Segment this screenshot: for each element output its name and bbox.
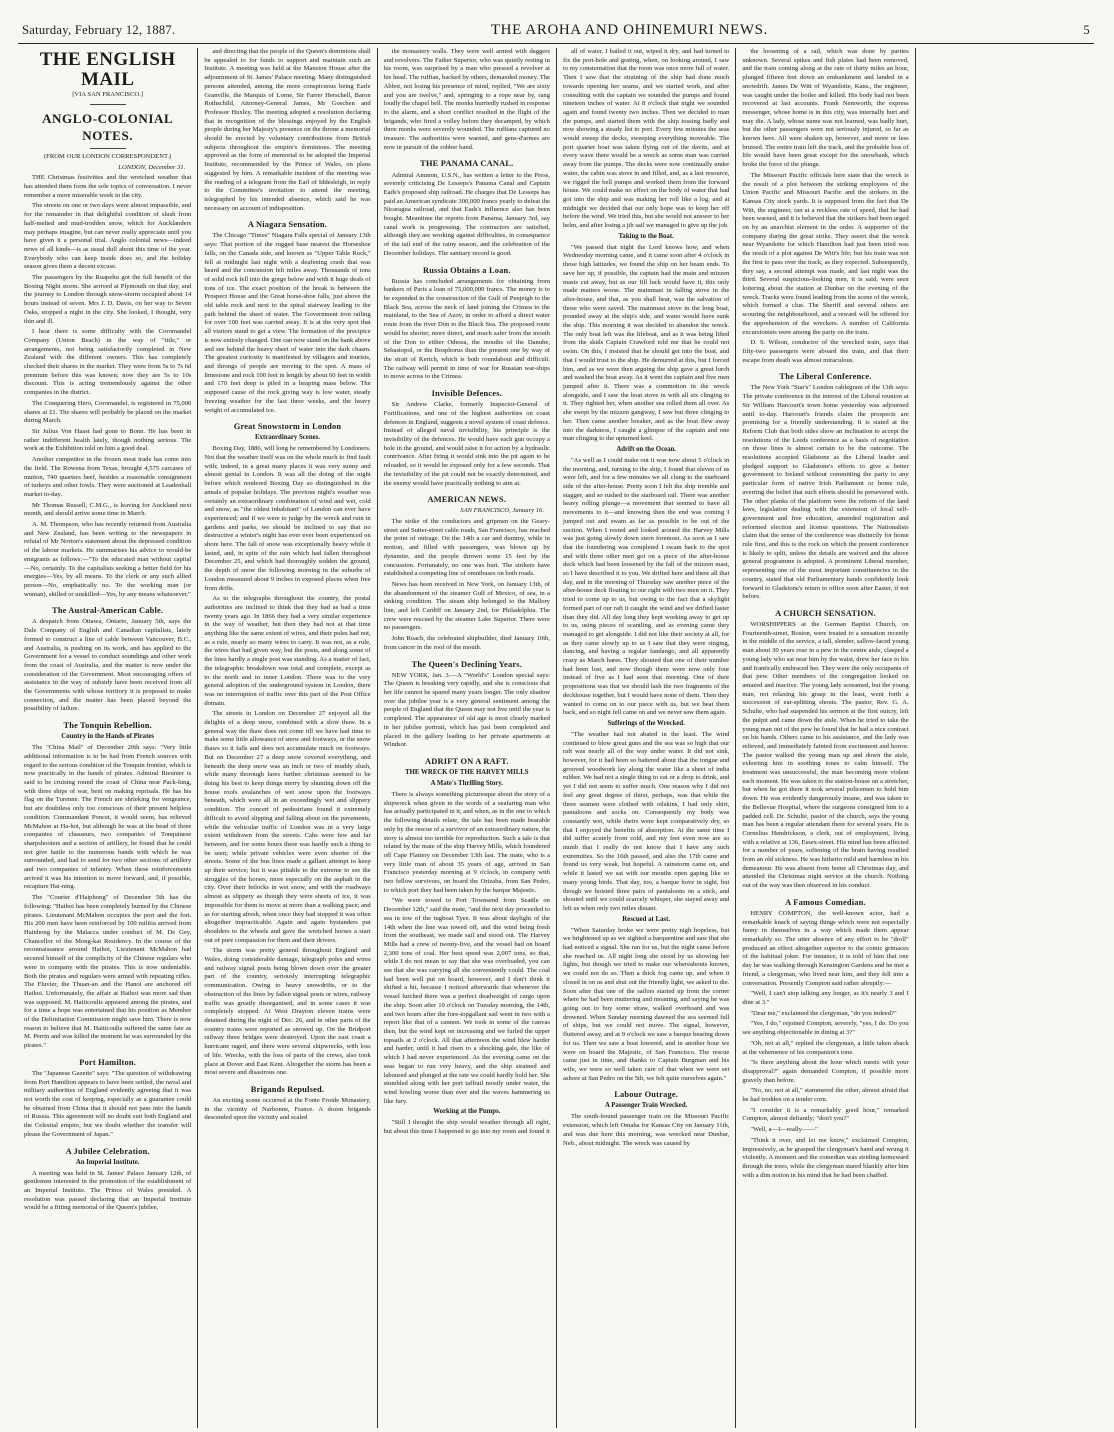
article-paragraph: News has been received in New York, on January 13th, of the abandonment of the steamer Gulf of Mexico, of sea, in a sinking condition. The steam ship belonged to the Mallory line, and left Cardiff on January 2nd, for Philadelphia. The crew were rescued by the steamer Lake Superior. There were no passengers. <box>383 580 550 632</box>
article-paragraph: The "Japanese Gazette" says: "The question of withdrawing from Port Hamilton appears to have been settled, the naval and military authorities of England evidently agreeing that it was not worth the cost of keeping, especially as a guarantee could be obtained from China that it should not pass into the hands of Russia. This agreement will no doubt suit both England and the Celestial empire, but we doubt whether the transfer will please the Government of Japan." <box>24 1069 192 1138</box>
issue-date: Saturday, February 12, 1887. <box>22 23 176 37</box>
article-paragraph: Mr Thomas Russell, C.M.G., is leaving for Auckland next month, and should arrive some time in March. <box>24 501 192 518</box>
article-headline: AMERICAN NEWS. <box>427 495 507 505</box>
section-headline: ANGLO-COLONIAL NOTES. <box>42 110 174 143</box>
masthead-headline: THE ENGLISH MAIL <box>39 49 176 90</box>
column-1 <box>18 48 197 1428</box>
article-subheadline: A Passenger Train Wrecked. <box>604 1102 688 1110</box>
article-paragraph: The strike of the conductors and gripmen on the Geary-street and Sutter-street cable roads, San Francisco, has reached the point of outrage. On the 14th a car and dummy, while in motion, and filled with passengers, was blown up by dynamite, and the people thrown some 15 feet by the concussion. Fortunately, no one was hurt. The strikers have established a competing line of omnibuses on both roads. <box>383 518 550 578</box>
article-paragraph: The storm was pretty general throughout England and Wales, doing considerable damage, telegraph poles and wires and railway signal posts being blown down over the greater part of the country, seriously interrupting telegraphic communication. Owing to heavy snowdrifts, or to the obstruction of the lines by fallen signal posts or wires, railway traffic was greatly disorganised, and in some cases it was completely stopped. At West Drayton eleven trains were detained during the night of Dec. 26, and in other parts of the country trains were reported as snowed up. On the Bridport railway three bridges were destroyed. Upon the east coast a hurricane raged, and there were several shipwrecks, with loss of life. Wrecks, with the loss of parts of the crews, also took place at Dover and East Kent. Altogether the storm has been a most severe and disastrous one. <box>204 947 371 1077</box>
article-subheadline: Taking to the Boat. <box>618 232 674 240</box>
article-paragraph: An exciting scene occurred at the Fonte Froide Monastery, in the vicinity of Narbonne, France. A dozen brigands descended upon the vicinity and scaled <box>204 1097 371 1122</box>
article-headline: ADRIFT ON A RAFT. <box>425 756 509 766</box>
article-paragraph: WORSHIPPERS at the German Baptist Church, on Fourteenth-street, Boston, were treated to a sensation recently in the middle of the service, a tall, slender, sallow-faced young man about 30 years rose in a pew in the centre aisle, clasped a young lady who sat near him by the waist, drew her face to his and frantically embraced her. They were the only occupants of that pew. Other members of the congregation looked on amazed and inactive. The young lady screamed, but the young man, not relaxing his grasp in the least, went forth a succession of ear-splitting shouts. The pastor, Rev. G. A. Schulte, who had suspended his sermon at the first outcry, left the pulpit and came down the aisle. When he tried to take the young man out of the pew he found that he had a nice contract on his hands. Others came to his assistance, and the lady was relieved, and immediately fainted from excitement and horror. The pastor walked the young man up and down the aisle, exhorting him in soothing tones to calm himself. The treatment was unsuccessful, the man becoming more violent each moment. He was taken to the station-house on a stretcher, but when he got there it took several policemen to hold him down. He was evidently dangerously insane, and was taken to the Bellevue Hospital, where the surgeons consigned him to a padded cell. Dr. Schulte, pastor of the church, says the young man has been a regular attendant there for several years. He is Cornelius Hendrickson, a clerk, out of employment, living with a relative at 136, Essex-street. His mind has been affected for a number of years, softening of the brain having resulted from an old sickness. He was hitherto mild and harmless in his demeanour. He was absent from home all Christmas day, and attended the Christmas night service at the church. Nothing out of the way was then observed in his conduct. <box>742 621 909 890</box>
article-subheadline: A Mate's Thrilling Story. <box>430 780 504 788</box>
article-paragraph: "Yes, I do," rejoined Compton, severely, "yes, I do. Do you see anything objectionable in dining at 3?" <box>742 1020 909 1037</box>
article-headline: The Queen's Declining Years. <box>411 659 523 669</box>
article-paragraph: "We passed that night the Lord knows how, and when Wednesday morning came, and it came soon after 4 o'clock in those high latitudes, we found the ship on her beam ends. To save her up, if possible, the captain had the main and mizzen masts cut away, but as our fill luck would have it, this only made matters worse. The mainmast in falling stove in the after-house, and that, as you shall hear, was the salvation of those who were saved. The mainmast stove in the long boat, pounded away at the ship's side, and water would have sunk the ship. This morning it was decided to abandon the wreck. The only boat left was the lifeboat, and as it was being lifted from the skids Captain Crawford told me that he could not swim. On this, I insisted that he should get into the boat, and that I would trust to the ship. He demurred at this, but I forced him, and as we were then arguing the ship gave a great lurch and washed the boat away. As it went the captain and five men jumped after it. There was a commotion in the wreck alongside, and I saw the boat stove in with all six clinging to it. They righted her, when another sea rolled them all over. As she swept by the mizzen gangway, I saw but three clinging to her. Then came another breaker, and as the boat flew away into the darkness, I caught a glimpse of the captain and one man clinging to the upturned keel. <box>562 243 730 443</box>
article-paragraph: "Is there anything about the hour which meets with your disapproval?" again demanded Compton, if possible more gravely than before. <box>742 1059 909 1084</box>
article-subheadline: Extraordinary Scenes. <box>255 434 320 442</box>
section-rule <box>90 148 126 149</box>
byline: (FROM OUR LONDON CORRESPONDENT.) <box>43 152 172 160</box>
dateline: SAN FRANCISCO, January 16. <box>460 507 544 515</box>
article-subheadline: An Imperial Institute. <box>75 1158 140 1166</box>
article-paragraph: "No, no; not at all," stammered the other, almost afraid that he had trodden on a tender corn. <box>742 1087 909 1104</box>
article-paragraph: As to the telegraphs throughout the country, the postal authorities are inclined to think that they had as bad a time twenty years ago. In 1866 they had a very similar experience in the way of weather, but then they had not at that time anything like the same extent of wires, and their poles had not, as a rule, nearly so many wires to carry. It was not, as a rule, the wires that had given way, but the posts, and along some of the lines hardly a single post was standing. As a matter of fact, the telegraphic breakdown was total and complete, except as to the north and in inner London. There was to the very general adoption of the underground system in London, there was no interruption of traffic over this part of the Post Office domain. <box>204 595 371 707</box>
article-headline: The Tonquin Rebellion. <box>63 721 152 731</box>
article-headline: Labour Outrage. <box>614 1090 679 1100</box>
article-paragraph: The streets on one or two days were almost impassible, and for the remainder in that delightful condition of slush from half-melted and mud-trodden snow, which for Aucklanders may perhaps imagine, but can never really appreciate until you have given it a personal trial. Anglo colonial news—indeed news of all kinds—is as usual dull about this time of the year. Everybody who can keep inside does so, and the holiday season gives them a decent excuse. <box>24 202 192 271</box>
article-paragraph: "Oh, not at all," replied the clergyman, a little taken aback at the vehemence of his companion's tone. <box>742 1039 909 1056</box>
article-paragraph: "Think it over, and let me know," exclaimed Compton, impressively, as he grasped the clergyman's hand and wrung it violently. A moment and the comedian was striding homeward through the trees, while the clergyman stared blankly after him with a dim notion in his mind that he had been chaffed. <box>742 1136 909 1179</box>
article-paragraph: The passengers by the Ruapehu got the full benefit of the Boxing Night storm. She arrived at Plymouth on that day, and the journey to London through snow-storm occupied about 14 hours instead of seven. Mrs J. D. Davis, on her way to Seven Oaks, stopped a night in the city. She looked, I thought, very thin and ill. <box>24 274 192 325</box>
article-paragraph: John Roach, the celebrated shipbuilder, died January 10th, from cancer in the roof of the mouth. <box>383 635 550 651</box>
article-paragraph: Sir Andrew Clarke, formerly Inspector-General of Fortifications, and one of the highest authorities on coast defences in England, suggests a novel system of coast defence. Instead of alleged naval invisibility, his principle is the invisibility of the defences. He would have each gun occupy a hole in the ground, and would raise it for action by a hydraulic contrivance. After firing it would sink into the pit again to be reloaded, so it would be exposed only for a few seconds. That the invisibility of the pit could not be exactly determined, and the enemy would have practically nothing to aim at. <box>383 401 550 487</box>
page-number: 5 <box>1083 23 1090 37</box>
article-paragraph: The Conquering Hero, Coromandel, is registered in 75,000 shares at £1. The shares will probably be placed on the market during March. <box>24 399 192 425</box>
column-2 <box>197 48 376 1428</box>
article-headline: A CHURCH SENSATION. <box>775 608 876 618</box>
article-paragraph: There is always something picturesque about the story of a shipwreck when given in the words of a seafaring man who has actually participated in it, and when, as in the one to which the following details relate, the tale has been made bearable only by the rescue of a survivor of an extraordinary nature, the story is almost too terrible for reproduction. Such a tale is that related by the mate of the ship Harvey Mills, which foundered off Cape Flattery on December 13th last. The mate, who is a very little man of about 35 years of age, arrived in San Francisco yesterday morning at 9 o'clock, in company with two fellow survivors, on board the Orizaba, from San Pedro, to which port they had been taken by the barque Majestic. <box>383 791 550 894</box>
article-headline: A Jubilee Celebration. <box>65 1146 150 1156</box>
article-subheadline: Adrift on the Ocean. <box>616 445 676 453</box>
article-paragraph: Russia has concluded arrangements for obtaining from bankers of Paris a loan of 75,000,000 francs. The money is to be expended in the construction of the Gulf of Penjeigh to the Black Sea, across the neck of land joining the Crimea to the mainland, to the Sea of Azov, in order to afford a direct water route from the river Don to the Black Sea. The proposed route would be shorter, more direct, and much safer from the mouth of the Don to either Odessa, the mouths of the Danube, Sebastopol, or the Bosphorus than the present one by way of the strait of Kertch, which is both roundabout and difficult. The railway will permit in time of war for Russian war-ships to move across to the Crimea. <box>383 277 550 381</box>
article-paragraph: Boxing Day, 1886, will long be remembered by Londoners. Not that the weather itself was on the whole much to find fault with; indeed, in a great many places it was very sunny and almost genial in London. It was all the doing of the night before which rendered Boxing Day so distinguished in the annals of popular holidays. The previous night's weather was certainly an extraordinary combination of wind and wet, cold and snow, as "the oldest inhabitant" of London can ever have experienced; and if we were to judge by the wreck and ruin in gardens and parks, we should be inclined to say that no destructive a winter's night has ever ever been experienced on shore here. The fall of snow was exceptionally heavy while it lasted, and, in spite of the rain which had fallen throughout December 25, and which had thoroughly sodden the ground, the depth of snow the following morning in the suburbs of London measured about 9 inches in exposed places when free from drifts. <box>204 445 371 592</box>
article-headline: The Liberal Conference. <box>779 372 872 382</box>
article-paragraph: the monastery walls. They were well armed with daggers and revolvers. The Father Superior, who was quietly resting in his room, was surprised by a man who pressed a revolver at his head. The ruffian, backed by others, demanded money. The Abbot, not losing his presence of mind, replied, "We are sixty and you are twelve," and, springing to a rope near by, rang loudly the chapel bell. The monks hurriedly rushed in response to the alarm, and a short conflict resulted in the flight of the brigands, who fired a volley before they decamped, by which three monks were severely wounded. The ruffians captured no treasure. The authorities were warned, and gens-d'armes are now in pursuit of the robber band. <box>383 48 550 151</box>
article-subheadline: Rescued at Last. <box>622 915 671 923</box>
article-paragraph: "Dear me," exclaimed the clergyman, "do you indeed?" <box>750 1009 897 1017</box>
article-paragraph: Admiral Ammon, U.S.N., has written a letter to the Press, severely criticising De Lesseps's Panama Canal and Captain Eads's proposed ship railroad. He charges that De Lesseps has paid an American syndicate 300,000 francs yearly to defeat the Nicaragua railroad, and that Eads's influence also has been bought. Meantime the reports from Panama, January 3rd, say canal work is progressing. The contractors are satisfied, although they are working against difficulties, in consequence of the tail end of the rainy season, and the celebration of the December holidays. The sanitary record is good. <box>383 171 550 257</box>
article-paragraph: "The weather had not abated in the least. The wind continued to blow great guns and the sea was so high that our raft was nearly all of the way under water. It did not sink, however, for it had been so battered about that the tongue and grooved woodwork lay along the water like a sheet of india rubber. We had not a single thing to eat or a drop to drink, and yet I did not seem to suffer much. One reason why I did not feel any great degree of thirst, perhaps, was that while the three seamen were clothed with oilskins, I had only shirt, pantaloons and socks on. Consequently my body was constantly wet, while theirs were kept comparatively dry, so that I enjoyed the benefits of absorption. At the same time I did suffer acutely from cold, and my feet even now are so numb that I really do not know that I have any such extremities. So the 16th passed, and also the 17th came and found us very weak, but hopeful. A rainstorm came on, and while it lasted we sat with our mouths open gaping like so many young birds. That day, too, a barque hove in sight, but though we hoisted three pairs of pantaloons on a stick, and shouted until we could scarcely whisper, she stayed away and left us when only two miles distant. <box>562 730 730 912</box>
article-paragraph: NEW YORK, Jan. 3.—A "World's" London special says: The Queen is breaking very rapidly, and she is conscious that her life cannot be spared many years longer. The only shadow over the jubilee year is a very general sentiment among the people of England that the Queen may not live until the year is completed. The appearance of old age is most clearly marked in her jubilee portrait, which has just been completed and placed in the gallery leading to her private apartments at Windsor. <box>383 671 550 749</box>
column-3 <box>377 48 556 1428</box>
article-paragraph: Another competitor in the frozen meat trade has come into the field. The Rowena from Texas, brought 4,575 carcases of mutton, 740 quarters beef, besides a reasonable consignment of turkeys and other fowls. They were auctioned at Leadenhall market to-day. <box>24 456 192 498</box>
article-paragraph: "As well as I could make out it was now about 5 o'clock in the morning, and, turning to the ship, I found that eleven of us were left, and for a few minutes we all clung to the starboard side of the after-house. Pretty soon I felt the ship tremble and stagger, and so rushed to the starboard rail. There was another heavy rolling plunge—a movement that seemed to have all movements to it—and knowing then the end was coming I jumped out and swam as far as possible to be out of the suction. When I rested and looked around the Harvey Mills was just going slowly down stern foremost. As soon as I saw that the foundering was completed I swam back to the spot and with three other men got on a piece of the after-house deck which had been loosened by the fall of the mizzen mast, so I have described it to you. We drifted here and there all that day, and in the morning of Thursday saw another piece of the after-house deck floating to our right with two men on it. They tried to come up to us, but owing to the fact that a skylight formed part of our raft it caught the wind and we drifted faster than they did. All day long they kept working away to get up to us, using pieces of scantling, and as evening came they managed to get alongside. I did not like their society at all, for as they came slowly up to us I saw that they were singing, dancing, and having a regular fandango, and all apparently crazy as March hares. They shouted that one of their number had been lost, and now though there were now only four instead of five as I had seen that morning. One of their propositions was that we should lash the two fragments of the deckhouse together, but I would have none of them. Then they wanted to come on to our piece with us, but we beat them back, and so night fell came on and we never saw them again. <box>562 456 730 717</box>
article-paragraph: "Well, a—I—really——" <box>750 1126 818 1134</box>
article-subheadline: THE WRECK OF THE HARVEY MILLS <box>405 769 529 777</box>
article-headline: Invisible Defences. <box>431 389 502 399</box>
article-paragraph: HENRY COMPTON, the well-known actor, had a remarkable knack of saying things which were not especially funny in themselves in a way which made them appear remarkably so. The utter absence of any effort to be "droll" produced an effect altogether superior to the comic grimaces of the habitual joker. For instance, it is told of him that one day he was walking through Kensington Gardens and he met a friend, a clergyman, who lived near him, and they fell into a conversation. Presently Compton said rather abruptly:— <box>742 909 909 987</box>
article-paragraph: The south-bound passenger train on the Missouri Pacific extension, which left Omaha for Kansas City on January 11th, and was due here this morning, was wrecked near Dunbar, Neb., about midnight. The wreck was caused by <box>562 1113 730 1147</box>
article-paragraph: The Chicago "Times" Niagara Falls special of January 13th says: That portion of the rugged base nearest the Horseshoe falls, on the Canada side, and known as "Upper Table Rock," fell at midnight last night with a deafening crash that was heard and the concussion felt miles away. Thousands of tons of solid rock fell into the gorge below and with it huge deals of tons of ice. The exact position of the break is between the Prospect House and the Great horse-shoe falls, just above the old table rock and next to the spiral stairway leading to the path behind the sheet of water. The Government iron railing for over 100 feet was carried away. It is at the very spot that all visitors stand to get a view. The formation of the precipice is now entirely changed. One can now stand on the bank above and see behind the heavy sheet of water into the dark chasm. The greatest curiosity is manifested by villagers and tourists, and throngs of people are moving to the spot. A mass of limestone and rock 100 feet in length by about 60 feet in width and 170 feet deep is piled in a heaping mass below. The supposed cause of the rock giving way is low water, steady freezing weather for the last three weeks, and the heavy weight of accumulated ice. <box>204 232 371 414</box>
article-paragraph: THE Christmas festivities and the wretched weather that has attended them form the sole topics of conversation. I never remember a more miserable week in the city. <box>24 174 192 199</box>
article-headline: Brigands Repulsed. <box>250 1084 325 1094</box>
article-paragraph: "Well, I can't stop talking any longer, as it's nearly 3 and I dine at 3." <box>742 990 909 1006</box>
article-subheadline: Country in the Hands of Pirates <box>61 733 155 741</box>
column-5 <box>735 48 914 1428</box>
article-paragraph: A. M. Thompson, who has recently returned from Australia and New Zealand, has been writing to the newspapers in refutal of Mr Norton's statement about the depressed condition of the labour markets. He summarises his advice to would-be emigrants as follows:—"To the educated man without capital—No, certainly. To the capitalists seeking a better field for his energies—Yes, by all means. To the clerk or any such allied person—No, emphatically no. To the working man (or woman), skilled or unskilled—Yes, by any means whatsoever." <box>24 521 192 598</box>
article-paragraph: The "Courier d'Haiphong" of December 5th has the following: "Haihoi has been completely burned by the Chinese pirates. Lieutenant McMahon occupies the port and the fort. His 200 men have been reinforced by 100 militia arrived from Hainhong by the Malacca under conduct of M. De Gey, Chancellor of the Mong-kai Residency. In the course of the reconnaissance around Haihoi, Lieutenant McMahon had secured himself of the complicity of the Chinese regulars who were in company with the pirates. This is now undeniable. Both the pirates and regulars were armed with repeating rifles. The Fluvier, the Thuan-an and the Hanoi are anchored off Haihoi. Unfortunately, the affair at Haihoi was more sad than was supposed. M. Haiticoulis appeared among the pirates, and for a time a hope was entertained that his position as Member of the Delimitation Commission might save him. There is now reason to believe that M. Haiticoulis suffered the same fate as M. Perrin and was killed the moment he was surrounded by the pirates." <box>24 894 192 1050</box>
article-paragraph: I hear there is some difficulty with the Coromandel Company (Union Beach) in the way of "title," or arrangements, not being satisfactorily completed in New Zealand with the different owners. This has completely checked their shares in the market. They were from 5s to 7s 6d premium before this was known; now they are 5s to 10s discount. This is acting tremendously against the other companies in the district. <box>24 328 192 397</box>
article-paragraph: The New York "Star's" London cablegram of the 13th says: The private conference in the interest of the Liberal reunion at Sir William Harcourt's town home yesterday was adjourned until to-day. Harcourt's friends claim the prospects are promising for a friendly understanding. It is stated at the Reform Club that both sides show an inclination to accept the resolutions of the Leeds conference as a basis of negotiation on those lines is almost certain to be the outcome. The resolutions accepted Gladstone as the Liberal leader and pledged support to Gladstone's efforts to give a better government to Ireland without committing the party to any particular form of native Irish Parliament or home rule, averring the belief that such efforts should be persevered with. The other planks of the platform were the reform of the land laws, legislation dealing with the extension of local self-government and free education, amended registration and reformed election and license questions. The Nationalists claim that the sense of the conference was distinctly for home rule first, and this is the rock on which the present conference is likely to split, unless the details are waived and the above general programme is adopted. A prominent Liberal member, representing one of the most important constituencies in the country, stated that old Parliamentary hands confidently look forward to Gladstone's return to office soon after Easter, if not before. <box>742 384 909 601</box>
article-paragraph: A despatch from Ottawa, Ontario, January 5th, says the Dale Company of English and Canadian capitalists, lately formed to construct a line of cable between Vancouver, B.C., and Australia, is pushing on its work, and has applied to the Government for a vessel to conduct soundings and other work from the coast of Australia, and the matter is now under the consideration of the Government. Most encouraging offers of assistance in the way of subsidy have been received from all the Governments with whose territory it is proposed to make connection, and the matter has been placed beyond the possibility of failure. <box>24 618 192 713</box>
article-paragraph: "Still I thought the ship would weather through all right, but about this time I happened to go into my room and found it <box>383 1119 550 1135</box>
section-rule <box>90 104 126 105</box>
column-4 <box>556 48 735 1428</box>
masthead-title: THE AROHA AND OHINEMURI NEWS. <box>490 22 768 38</box>
article-headline: Great Snowstorm in London <box>233 422 342 432</box>
article-paragraph: The streets in London on December 27 enjoyed all the delights of a deep snow, combined with a slow thaw. In a general way the thaw does not come till we have had time to make some little allowance of snow and footways, or the snow thaws so it falls and does not accumulate much on footways. But on December 27 a deep snow covered everything, and beneath the deep snow was an inch or two of muddy slush, while many thorough fares further christmas seemed to be doing his best to keep things merry by shunting down off the house roofs avalanches of wet snow upon the footways beneath, which were all in an exceedingly wet and slippery condition. The concert of pedestrians found it extremely difficult to avoid slipping and falling about on the pavements, while the vehicular traffic of London was in a very large extent withdrawn from the streets. Cabs were few and far between, and for some hours there was hardly such a thing to be seen; while private vehicles were even shorter of the streets. Some of the bus lines made a gallant attempt to keep up their service; but it was pitiable to the extreme to see the struggles of the horses, more especially on the asphalt in the city. Over their fetlocks in wet snow, and with the roadways almost as slippery as though they were sheets of ice, it was impossible for them to move at more than a walking pace; and as for starting afresh, when once they had stopped it was often altogether impracticable. Again and again bystanders put shoulders to the wheels and gave the wretched horses a start out of pure compassion for them and their drivers. <box>204 710 371 944</box>
article-headline: The Austral-American Cable. <box>52 606 164 616</box>
article-headline: A Niagara Sensation. <box>247 220 328 230</box>
article-paragraph: "We were towed to Port Townsend from Seattle on December 12th," said the mate, "and the next day proceeded to sea in tow of the tugboat Tyee. It was about daylight of the 14th when the line was towed off, and the wind being fresh from the southeast, we made sail and stood out. The Harvey Mills had a crew of twenty-five, and the vessel had on board 2,300 tons of coal. Her best speed was 2,007 tons, so that, while I do not mean to say that she was overloaded, you can see that she was carrying all she conveniently could. The coal had been well put on board, however, and I don't think it shifted a bit, because I noticed afterwards that whenever the vessel lurched there was a perfect deadweight of cargo upon the ship. Soon after 10 o'clock on Tuesday morning, the 14th, and two hours after the fore-topgallant sail went in two with a report like that of a cannon. We took in some of the canvas then, but the wind kept on increasing and we furled the upper topsails at 2 o'clock. All that afternoon the wind blew harder and harder, until it had risen to a shocking gale, the like of which I had never experienced. As the evening came on the seas began to run very heavy, and the ship strained and laboured and plunged at the rate we could hardly hold her. She stumbled along with her port taffrail mostly under water, the wind howling worse than ever and the waves hammering us like fury. <box>383 897 550 1105</box>
article-headline: THE PANAMA CANAL. <box>420 159 514 169</box>
article-columns <box>18 48 1094 1428</box>
column-6 <box>915 48 1094 1428</box>
article-paragraph: and directing that the people of the Queen's dominions shall be appealed to for funds to support and maintain such an Institute. A meeting was held at the Mansion House after the adjournment of St. James' Palace meeting. Many distinguished persons attended, among the more conspicuous being Earle Granville, the Marquis of Lorne, Sir Farrer Herschell, Baron Rothschild, Attorney-General James, Mr Goschen and Professor Huxley. The meeting adopted a resolution declaring that in recognition of the blessings enjoyed by the English people during her Majesty's presence on the throne a memorial should be erected by voluntary contributions from British subjects throughout the empire's dominions. The meeting approved as the form of memorial to be adopted the Imperial Institute, recommended by the Prince of Wales, on plans suggested by him. A remarkable incident of the meeting was the reading of a telegram from the Earl of Iddesleigh, in reply to the Committee's invitation to attend the meeting, telegraphed by his intended absence, which said he was necessary on account of indisposition. <box>204 48 371 212</box>
article-headline: Russia Obtains a Loan. <box>422 265 511 275</box>
dateline: LONDON, December 31. <box>118 163 186 171</box>
article-paragraph: "I consider it is a remarkably good hour," remarked Compton, almost defiantly; "don't you?" <box>742 1106 909 1123</box>
article-headline: A Famous Comedian. <box>785 897 866 907</box>
article-paragraph: D. S. Wilson, conductor of the wrecked train, says that fifty-two passengers were aboard the train, and that their escape from death was almost miraculous. <box>742 339 909 364</box>
article-paragraph: the loosening of a rail, which was done by parties unknown. Several spikes and fish plates had been removed, and the train coming along at the rate of thirty miles an hour, plunged fifteen feet down an embankment and landed in a snowdrift. James De Witt of Wyandotte, Kans., the engineer, was caught under the boiler and killed. His body had not been recovered at last accounts. Frank Nemworth, the express messenger, whose home is in this city, was internally hurt and may die. A lady, whose name was not learned, was badly hurt, but the other passengers were not seriously injured, so far as known here. All were shaken up, however, and more or less bruised. The entire train left the track, and the probable loss of life would have been great except for the snowbank, which broke the force of the plunge. <box>742 48 909 169</box>
article-headline: Port Hamilton. <box>79 1057 137 1067</box>
article-paragraph: Sir Julius Von Haast had gone to Bonn. He has been in rather indifferent health lately, though nothing serious. The work at the Exhibition told on him a good deal. <box>24 427 192 453</box>
article-paragraph: A meeting was held in St. James' Palace January 12th, of gentlemen interested in the promotion of the establishment of an Imperial Institute. The Prince of Wales presided. A resolution was passed declaring that an Imperial Institute would be a fitting memorial of the Queen's jubilee, <box>24 1169 192 1212</box>
byline: [VIA SAN FRANCISCO.] <box>72 90 144 98</box>
article-subheadline: Sufferings of the Wrecked. <box>607 719 685 727</box>
article-paragraph: all of water. I bailed it out, wiped it dry, and had turned to fix the port-hole and grating, when, on looking around, I saw to my consternation that the room was once more full of water. Then I saw that the straining of the ship had done much towards opening her seams, and we started work, and after consulting with the captain we sounded the pumps and found nineteen inches of water. At 8 o'clock that night we sounded again and found twenty two inches. Then we decided to man the pumps, and started them with the ship tossing badly and now showing a steady list to port. Every few minutes the seas would sweep the decks, sweeping everything moveable. The port quarter boat was taken flying out of the davits, and at every wave there would be a wreck as some man was carried away from the pumps. The decks were now continually under water, the cabin was stove in and filled, and, as a last resource, we rigged the bell pumps and worked them from the forward house. We could make no effect on the body of water that had got into the ship and was making her roll like a log, and at midnight we decided that our only hope was to keep her off before the wind. We tried this, but she would not answer to her helm, and after losing a jib sail we managed to give up the job. <box>562 48 730 230</box>
running-head <box>18 22 1094 44</box>
article-paragraph: The Missouri Pacific officials here state that the wreck is the result of a plot between the striking employees of the Union Pacific and Missouri Pacific and the strikers in the Kansas City stock yards. It is supposed from the fact that De Witt, the engineer, ran at a reckless rate of speed, that he had been warned, and it is believed that the strikers had been urged on by an anarchist element in the order. A supporter of the company during the great strike. They assert that the wreck near Wyandotte for which Hamilton had just been tried was the result of a plot against De Witt's life; but his train was not the first to pass over the track, as they expected. Subsequently, they say, a second attempt was made, and last night was the third. Several suspicious-looking men, it is said, were seen loitering about the station at Dunbar on the evening of the wreck. Tracks were found leading from the scene of the wreck, which formed a clue. The Sheriff and several others are scouring the neighbourhood, and a reward will be offered for the apprehension of the wreckers. A number of California excursionists were among the party on the train. <box>742 171 909 336</box>
article-subheadline: Working at the Pumps. <box>433 1108 501 1116</box>
article-paragraph: "When Saturday broke we were pretty nigh hopeless, but we brightened up as we sighted a barquentine and saw that she had noticed a signal. She ran for us, but the night came before she reached us. All night long she stood by us showing her lights, but though we tried to make our whereabouts known, we could not do so. Then a thick fog came up, and when it closed in on us and shut out the friendly light, we asked to die. Soon after that one of the sailors started up from the corner where he had been muttering and moaning, and saying he was going out to buy some straw, walked overboard and was drowned. When Sunday morning dawned the sea seemed full of ships, but we could not move. The signal, however, fluttered away, and at 9 o'clock we saw a barque bearing down for us. Then we saw a boat lowered, and in another hour we were on board the Majestic, of San Francisco. The rescue came just in time, and thanks to Captain Burgman and his wife, we were so well taken care of that when we were set ashore at San Pedro on the 5th, we felt quite ourselves again." <box>562 926 730 1082</box>
article-paragraph: The "China Mail" of December 20th says: "Very little additional information is to be had from French sources with regard to the serious condition of the Tonquin frontier, which is now practically in the hands of pirates. Admiral Rieunier is said to be cruising round the coast of China near Pack-lung, with three ships of war, bent on making reprisals. He has his flag on the Turenne. The French are shrieking for vengeance, but are doubtless only too conscious of their present helpless condition. Commandant Poncet, it would seem, has relieved McMahon at Ha-hot, but although he was at the head of three companies of chasseurs, two companies of Tonquinese sharpshooters and a section of artillery, he found that he could not give battle to the numerous bands with which he was surrounded, and had to send for two other sections of artillery and two companies of infantry. When these reinforcements arrived it was his intention to move forward, and, if possible, recapture Hai-ning. <box>24 744 192 891</box>
